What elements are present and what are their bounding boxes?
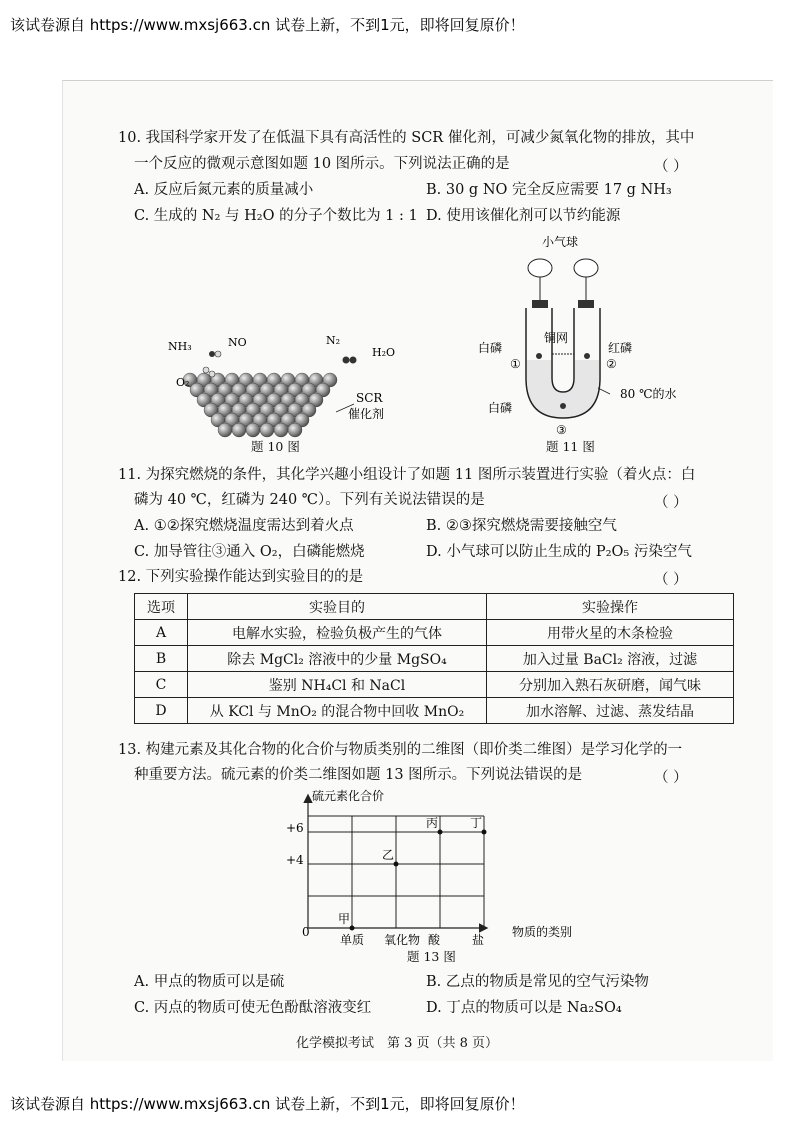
q11-option-b: B. ②③探究燃烧需要接触空气 (426, 518, 617, 534)
fig11-combustion-apparatus (470, 228, 690, 438)
q12-stem: 12. 下列实验操作能达到实验目的的是 (118, 569, 364, 585)
chart-point (350, 926, 355, 931)
catalyst-atom (288, 423, 302, 437)
table-cell: 电解水实验，检验负极产生的气体 (188, 620, 487, 646)
fig11-label-3: ③ (556, 423, 567, 437)
fig10-caption: 题 10 图 (251, 439, 300, 454)
table-cell: 加入过量 BaCl₂ 溶液，过滤 (487, 646, 734, 672)
fig11-label-red-phosphorus: 红磷 (608, 341, 633, 355)
q10-option-c: C. 生成的 N₂ 与 H₂O 的分子个数比为 1 : 1 (134, 208, 418, 224)
catalyst-atom (274, 423, 288, 437)
fig10-label-h2o: H₂O (372, 346, 396, 359)
table-row (135, 620, 734, 646)
chart-ytick-plus6: +6 (286, 821, 304, 835)
q10-option-d: D. 使用该催化剂可以节约能源 (426, 208, 621, 224)
fig10-label-o2: O₂ (176, 376, 190, 389)
q10-stem-line2: 一个反应的微观示意图如题 10 图所示。下列说法正确的是 (134, 156, 510, 172)
table-header-operation: 实验操作 (487, 594, 734, 620)
q13-stem-line2: 种重要方法。硫元素的价类二维图如题 13 图所示。下列说法错误的是 (134, 767, 583, 783)
catalyst-atom (232, 423, 246, 437)
source-banner-top: 该试卷源自 https://www.mxsj663.cn 试卷上新，不到1元，即将回复原价！ (10, 16, 525, 34)
fig11-label-mesh: 铜网 (544, 331, 569, 345)
q10-stem-line1: 10. 我国科学家开发了在低温下具有高活性的 SCR 催化剂，可减少氮氧化物的排放，其中 (118, 130, 695, 146)
q10-option-a: A. 反应后氮元素的质量减小 (134, 182, 314, 198)
fig11-label-1: ① (510, 357, 521, 371)
q11-stem-line2: 磷为 40 ℃，红磷为 240 ℃）。下列有关说法错误的是 (134, 492, 485, 508)
chart-point-label: 丁 (470, 816, 483, 830)
table-cell: C (135, 672, 188, 698)
chart-point (482, 830, 487, 835)
chart-ytick-zero: 0 (302, 925, 310, 939)
fig13-valence-class-chart (280, 784, 580, 947)
page-footer: 化学模拟考试 第 3 页（共 8 页） (295, 1036, 499, 1051)
table-cell: 除去 MgCl₂ 溶液中的少量 MgSO₄ (188, 646, 487, 672)
source-banner-bottom: 该试卷源自 https://www.mxsj663.cn 试卷上新，不到1元，即将回复原价！ (10, 1095, 525, 1113)
table-header-option: 选项 (135, 594, 188, 620)
catalyst-atom (218, 423, 232, 437)
fig11-label-white-phosphorus-top: 白磷 (478, 341, 503, 355)
fig10-label-catalyst: 催化剂 (348, 407, 385, 421)
table-header-purpose: 实验目的 (188, 594, 487, 620)
fig10-label-n2: N₂ (326, 334, 341, 347)
q13-option-d: D. 丁点的物质可以是 Na₂SO₄ (426, 1000, 622, 1016)
chart-category-label: 氧化物 (384, 933, 421, 947)
fig10-label-nh3: NH₃ (168, 340, 192, 353)
catalyst-atom (260, 423, 274, 437)
fig11-label-white-phosphorus-bottom: 白磷 (488, 401, 513, 415)
q10-option-b: B. 30 g NO 完全反应需要 17 g NH₃ (426, 182, 672, 198)
fig10-label-no: NO (228, 336, 247, 349)
q10-answer-paren: （ ） (654, 159, 688, 175)
chart-point-label: 乙 (382, 848, 395, 862)
chart-x-label: 物质的类别 (512, 925, 573, 939)
fig13-caption: 题 13 图 (407, 949, 456, 964)
fig11-label-balloon: 小气球 (542, 235, 579, 249)
q13-option-c: C. 丙点的物质可使无色酚酞溶液变红 (134, 1000, 372, 1016)
q11-option-d: D. 小气球可以防止生成的 P₂O₅ 污染空气 (426, 544, 692, 560)
fig10-catalyst-diagram (150, 330, 396, 450)
table-cell: D (135, 698, 188, 724)
fig11-caption: 题 11 图 (546, 439, 595, 454)
fig10-label-scr: SCR (356, 391, 383, 405)
chart-point-label: 丙 (426, 816, 439, 830)
chart-category-label: 盐 (472, 933, 485, 947)
q11-stem-line1: 11. 为探究燃烧的条件，其化学兴趣小组设计了如题 11 图所示装置进行实验（着火点：白 (118, 467, 696, 483)
chart-category-label: 单质 (340, 933, 365, 947)
q11-option-a: A. ①②探究燃烧温度需达到着火点 (134, 518, 354, 534)
q13-option-a: A. 甲点的物质可以是硫 (134, 974, 285, 990)
q11-option-c: C. 加导管往③通入 O₂，白磷能燃烧 (134, 544, 365, 560)
q13-stem-line1: 13. 构建元素及其化合物的化合价与物质类别的二维图（即价类二维图）是学习化学的一 (118, 742, 683, 758)
table-header-row (135, 594, 734, 620)
q12-answer-paren: （ ） (654, 572, 688, 588)
fig11-label-water: 80 ℃的水 (620, 387, 677, 401)
q11-answer-paren: （ ） (654, 495, 688, 511)
chart-point (394, 862, 399, 867)
table-cell: B (135, 646, 188, 672)
chart-ytick-plus4: +4 (286, 853, 304, 867)
catalyst-atom (246, 423, 260, 437)
chart-point-label: 甲 (338, 912, 351, 926)
table-cell: 从 KCl 与 MnO₂ 的混合物中回收 MnO₂ (188, 698, 487, 724)
chart-point (438, 830, 443, 835)
table-row (135, 646, 734, 672)
chart-category-label: 酸 (428, 933, 441, 947)
table-row (135, 698, 734, 724)
table-cell: 加水溶解、过滤、蒸发结晶 (487, 698, 734, 724)
table-cell: A (135, 620, 188, 646)
fig11-label-2: ② (606, 357, 617, 371)
q13-option-b: B. 乙点的物质是常见的空气污染物 (426, 974, 649, 990)
chart-y-label: 硫元素化合价 (312, 789, 385, 803)
table-cell: 用带火星的木条检验 (487, 620, 734, 646)
q12-experiment-table (134, 593, 734, 724)
table-cell: 分别加入熟石灰研磨，闻气味 (487, 672, 734, 698)
table-cell: 鉴别 NH₄Cl 和 NaCl (188, 672, 487, 698)
table-row (135, 672, 734, 698)
q13-answer-paren: （ ） (654, 770, 688, 786)
